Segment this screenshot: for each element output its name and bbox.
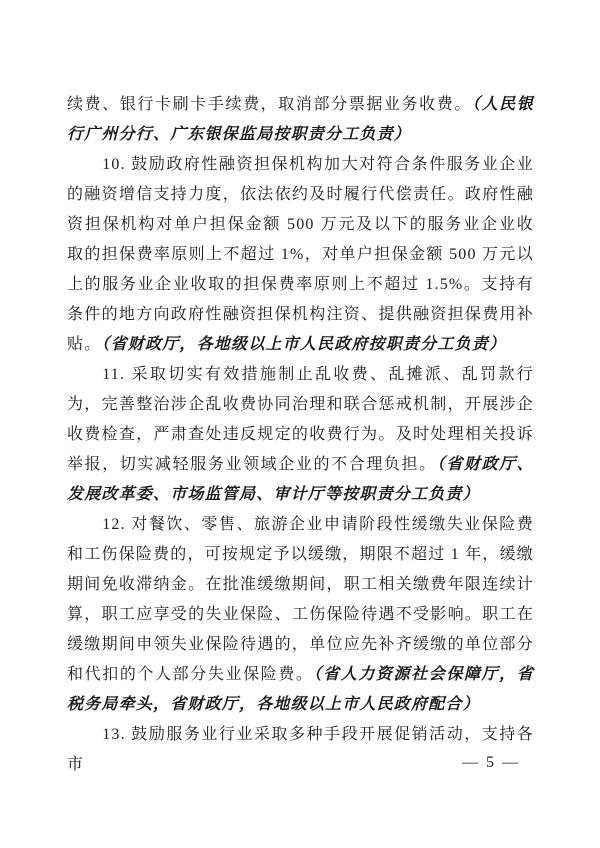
paragraph-item-11 — [67, 360, 534, 510]
paragraph-text: 12. 对餐饮、零售、旅游企业申请阶段性缓缴失业保险费和工伤保险费的，可按规定予以缓缴，期限不超过 1 年，缓缴期间免收滞纳金。在批准缓缴期间，职工相关缴费年限连续计算，职工应享受的失业保险、工伤保险待遇不受影响。职工在缓缴期间申领失业保险待遇的，单位应先补齐缓缴的单位部分和代扣的个人部分失业保险费。 — [67, 516, 534, 683]
responsible-departments: （省财政厅、发展改革委、市场监管局、审计厅等按职责分工负责） — [67, 456, 535, 503]
paragraph-text: 11. 采取切实有效措施制止乱收费、乱摊派、乱罚款行为，完善整治涉企乱收费协同治理和联合惩戒机制，开展涉企收费检查，严肃查处违反规定的收费行为。及时处理相关投诉举报，切实减轻服务业领域企业的不合理负担。 — [67, 366, 534, 473]
responsible-departments: （省人力资源社会保障厅，省税务局牵头，省财政厅，各地级以上市人民政府配合） — [67, 666, 534, 713]
document-body — [67, 90, 534, 780]
paragraph-item-10 — [67, 150, 534, 360]
paragraph-text: 续费、银行卡刷卡手续费，取消部分票据业务收费。 — [67, 96, 472, 113]
paragraph-item-12 — [67, 510, 534, 720]
responsible-departments: （人民银行广州分行、广东银保监局按职责分工负责） — [67, 96, 534, 143]
paragraph-continuation — [67, 90, 534, 150]
paragraph-text: 10. 鼓励政府性融资担保机构加大对符合条件服务业企业的融资增信支持力度，依法依约及时履行代偿责任。政府性融资担保机构对单户担保金额 500 万元及以下的服务业企业收取的担保费率原则上不超过 1%，对单户担保金额 500 万元以上的服务业企业收取的担保费率原则上不超过 1.5%。支持有条件的地方向政府性融资担保机构注资、提供融资担保费用补贴。 — [67, 156, 534, 353]
responsible-departments: （省财政厅，各地级以上市人民政府按职责分工负责） — [101, 336, 507, 353]
page-number: — 5 — — [462, 754, 520, 771]
paragraph-text: 13. 鼓励服务业行业采取多种手段开展促销活动，支持各市 — [67, 726, 534, 773]
